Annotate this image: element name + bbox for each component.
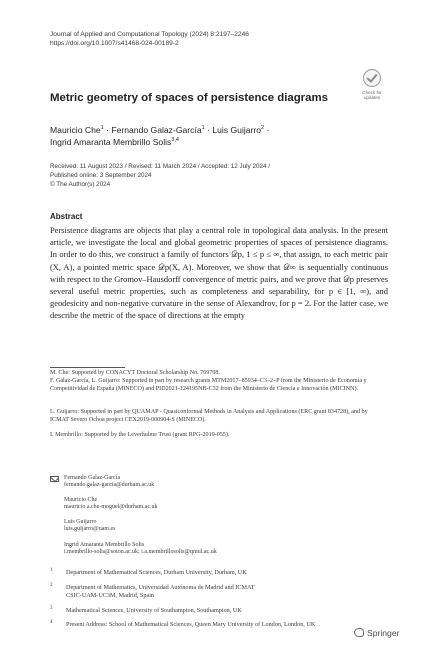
author-affiliation-mark: 2: [261, 125, 265, 132]
author-name: Ingrid Amaranta Membrillo Solis: [50, 137, 172, 147]
author-affiliation-mark: 3,4: [171, 137, 179, 144]
contact-name: Ingrid Amaranta Membrillo Solis: [64, 542, 145, 548]
author-affiliation-mark: 1: [100, 125, 104, 132]
author-name: Fernando Galaz-García: [111, 125, 202, 135]
contact-name: Luis Guijarro: [64, 519, 97, 525]
affiliation-text: Present Address: School of Mathematical Sciences, Queen Mary University of London, London, UK: [66, 621, 316, 628]
badge-line-2: updates: [363, 95, 381, 100]
abstract-text: Persistence diagrams are objects that play a central role in topological data analysis. In the present article, we investigate the local and global geometric properties of spaces of persistence diagrams. In order to do this, we construct a family of functors 𝒟p, 1 ≤ p ≤ ∞, that assign, to each metric pair (X, A), a pointed metric space 𝒟p(X, A). Moreover, we show that 𝒟∞ is sequentially continuous with respect to the Gromov–Hausdorff convergence of metric pairs, and we prove that 𝒟p preserves several useful metric properties, such as completeness and separability, for p ∈ [1, ∞), and geodesicity and non-negative curvature in the sense of Alexandrov, for p = 2. For the latter case, we describe the metric of the space of directions at the empty: [50, 225, 388, 321]
contact-name: Mauricio Che: [64, 497, 98, 503]
contact-name: Fernando Galaz-García: [64, 475, 121, 481]
author-affiliation-mark: 1: [201, 125, 205, 132]
author-name: Mauricio Che: [50, 125, 101, 135]
author-line-1: Mauricio Che$^1$ · Fernando Galaz-García$^1$ · Luis Guijarro$^2$ ·: [50, 125, 270, 135]
dates-line-1: Received: 11 August 2023 / Revised: 11 March 2024 / Accepted: 12 July 2024 /: [50, 163, 270, 170]
doi-link[interactable]: https://doi.org/10.1007/s41468-024-00189-2: [50, 40, 179, 47]
affiliation-number: 3: [50, 606, 53, 611]
affiliation-text: Department of Mathematics, Universidad Autónoma de Madrid and ICMAT: [66, 584, 255, 591]
footnote-galaz-guijarro: F. Galaz-García, L. Guijarro: Supported in part by research grants MTM2017–85934–C3–2–P from the Ministerio de Economía y Competitividad de España (MINECO) and PID2021-124195NB-C32 from the Ministerio de Ciencia e Innovación (MICINN).: [50, 378, 367, 392]
springer-horse-icon: [354, 628, 364, 637]
affiliation-text: Department of Mathematical Sciences, Durham University, Durham, UK: [66, 569, 247, 576]
footnote-che: M. Che: Supported by CONACYT Doctoral Scholarship No. 769708.: [50, 370, 220, 376]
affiliation-text: Mathematical Sciences, University of Southampton, Southampton, UK: [66, 607, 242, 614]
contact-email[interactable]: mauricio.a.che-moguel@durham.ac.uk: [64, 504, 158, 511]
springer-logo: [354, 628, 399, 638]
affiliation-number: 2: [50, 583, 53, 588]
paper-title: Metric geometry of spaces of persistence diagrams: [50, 92, 328, 104]
footnote-divider: [50, 367, 125, 368]
badge-line-1: Check for: [362, 90, 382, 95]
affiliation-text: CSIC-UAM-UC3M, Madrid, Spain: [66, 592, 155, 599]
check-for-updates-badge[interactable]: [359, 69, 385, 102]
contact-email[interactable]: fernando.galaz-garcia@durham.ac.uk: [64, 482, 155, 489]
contact-block: [50, 475, 154, 490]
footnote-guijarro: L. Guijarro: Supported in part by QUAMAP - Quasiconformal Methods in Analysis and Applications (ERC grant 834728), and by ICMAT Severo Ochoa project CEX2019-000904-S (MINECO).: [50, 409, 368, 423]
copyright-line: © The Author(s) 2024: [50, 181, 111, 188]
author-name: Luis Guijarro: [212, 125, 262, 135]
author-line-2: [50, 137, 179, 147]
check-icon: [363, 69, 381, 87]
publisher-name: Springer: [367, 628, 400, 638]
footnote-membrillo: I. Membrillo: Supported by the Leverhulme Trust (grant RPG-2019-055).: [50, 432, 230, 438]
affiliation-number: 4: [50, 620, 53, 625]
contact-email[interactable]: luis.guijarro@uam.es: [64, 526, 116, 533]
dates-line-2: Published online: 3 September 2024: [50, 172, 152, 179]
journal-citation: Journal of Applied and Computational Topology (2024) 8:2197–2246: [50, 31, 249, 38]
contact-email[interactable]: i.membrillo-solis@soton.ac.uk; i.a.membrillosolis@qmul.ac.uk: [64, 549, 217, 556]
contact-block: [50, 497, 158, 512]
contact-block: [50, 542, 217, 557]
abstract-heading: Abstract: [50, 212, 83, 221]
contact-block: [50, 519, 116, 534]
affiliation-number: 1: [50, 568, 53, 573]
